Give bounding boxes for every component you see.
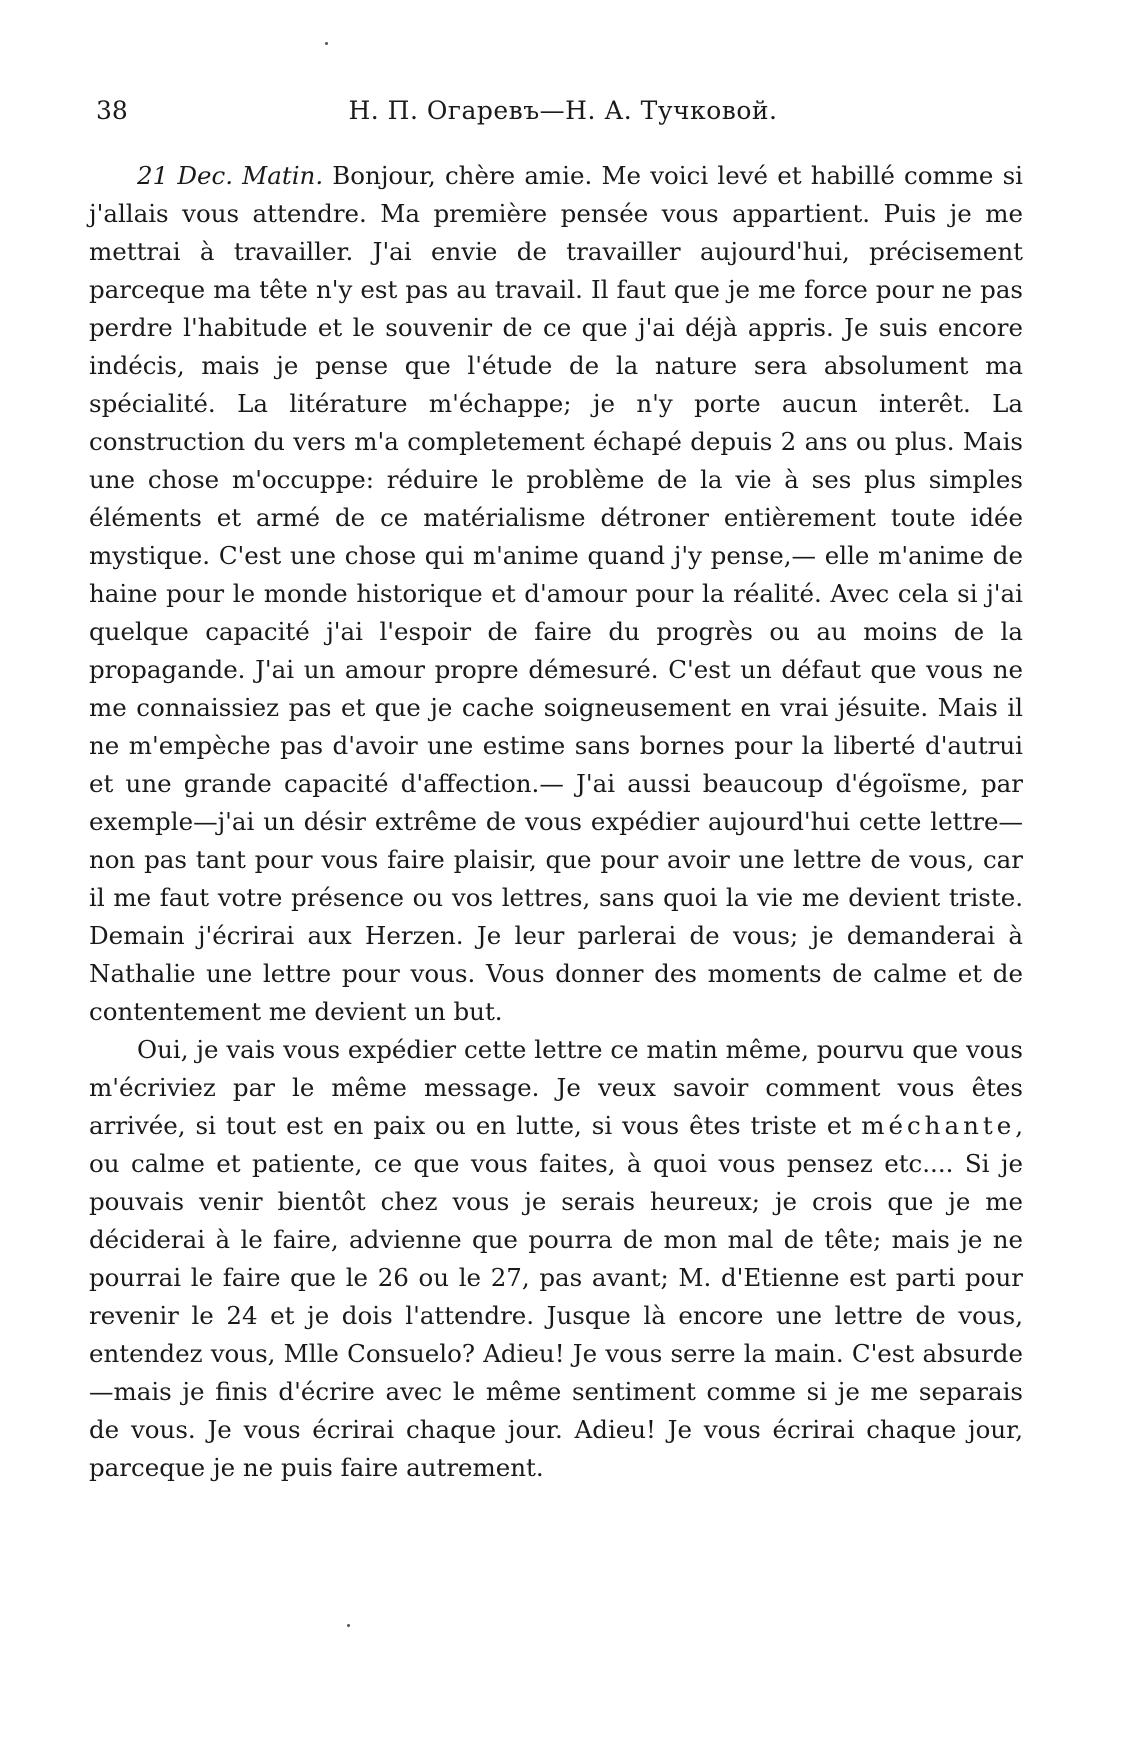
header-title: Н. П. Огаревъ—Н. А. Тучковой.: [348, 96, 778, 125]
paragraph-2-text-a: Oui, je vais vous expédier cette lettre ce matin même, pourvu que vous m'écriviez par le même message. Je veux savoir comment vous êtes arrivée, si tout est en paix ou en lutte, si vous êtes triste et: [89, 1035, 1023, 1140]
letter-body: [89, 157, 1023, 1487]
paper-speck: [325, 42, 328, 45]
spaced-word: méchante: [861, 1111, 1016, 1140]
paper-speck: [347, 1624, 350, 1627]
paragraph-2-text-b: , ou calme et patiente, ce que vous faites, à quoi vous pensez etc.... Si je pouvais venir bientôt chez vous je serais heureux; je crois que je me déciderai à le faire, advienne que pourra de mon mal de tête; mais je ne pourrai le faire que le 26 ou le 27, pas avant; M. d'Etienne est parti pour revenir le 24 et je dois l'attendre. Jusque là encore une lettre de vous, entendez vous, Mlle Consuelo? Adieu! Je vous serre la main. C'est absurde—mais je finis d'écrire avec le même sentiment comme si je me separais de vous. Je vous écrirai chaque jour. Adieu! Je vous écrirai chaque jour, parceque je ne puis faire autrement.: [89, 1111, 1023, 1482]
paragraph-1: [89, 157, 1023, 1031]
running-head: [96, 96, 1030, 136]
page-number: 38: [96, 96, 128, 125]
paragraph-1-text: Bonjour, chère amie. Me voici levé et habillé comme si j'allais vous attendre. Ma première pensée vous appartient. Puis je me mettrai à travailler. J'ai envie de travailler aujourd'hui, précisement parceque ma tête n'y est pas au travail. Il faut que je me force pour ne pas perdre l'habitude et le souvenir de ce que j'ai déjà appris. Je suis encore indécis, mais je pense que l'étude de la nature sera absolument ma spécialité. La litérature m'échappe; je n'y porte aucun interêt. La construction du vers m'a completement échapé depuis 2 ans ou plus. Mais une chose m'occuppe: réduire le problème de la vie à ses plus simples éléments et armé de ce matérialisme détroner entièrement toute idée mystique. C'est une chose qui m'anime quand j'y pense,— elle m'anime de haine pour le monde historique et d'amour pour la réalité. Avec cela si j'ai quelque capacité j'ai l'espoir de faire du progrès ou au moins de la propagande. J'ai un amour propre démesuré. C'est un défaut que vous ne me connaissiez pas et que je cache soigneusement en vrai jésuite. Mais il ne m'empèche pas d'avoir une estime sans bornes pour la liberté d'autrui et une grande capacité d'affection.— J'ai aussi beaucoup d'égoïsme, par exemple—j'ai un désir extrême de vous expédier aujourd'hui cette lettre—non pas tant pour vous faire plaisir, que pour avoir une lettre de vous, car il me faut votre présence ou vos lettres, sans quoi la vie me devient triste. Demain j'écrirai aux Herzen. Je leur parlerai de vous; je demanderai à Nathalie une lettre pour vous. Vous donner des moments de calme et de contentement me devient un but.: [89, 161, 1024, 1026]
date-heading: 21 Dec. Matin.: [137, 161, 324, 190]
paragraph-2: [89, 1031, 1023, 1487]
